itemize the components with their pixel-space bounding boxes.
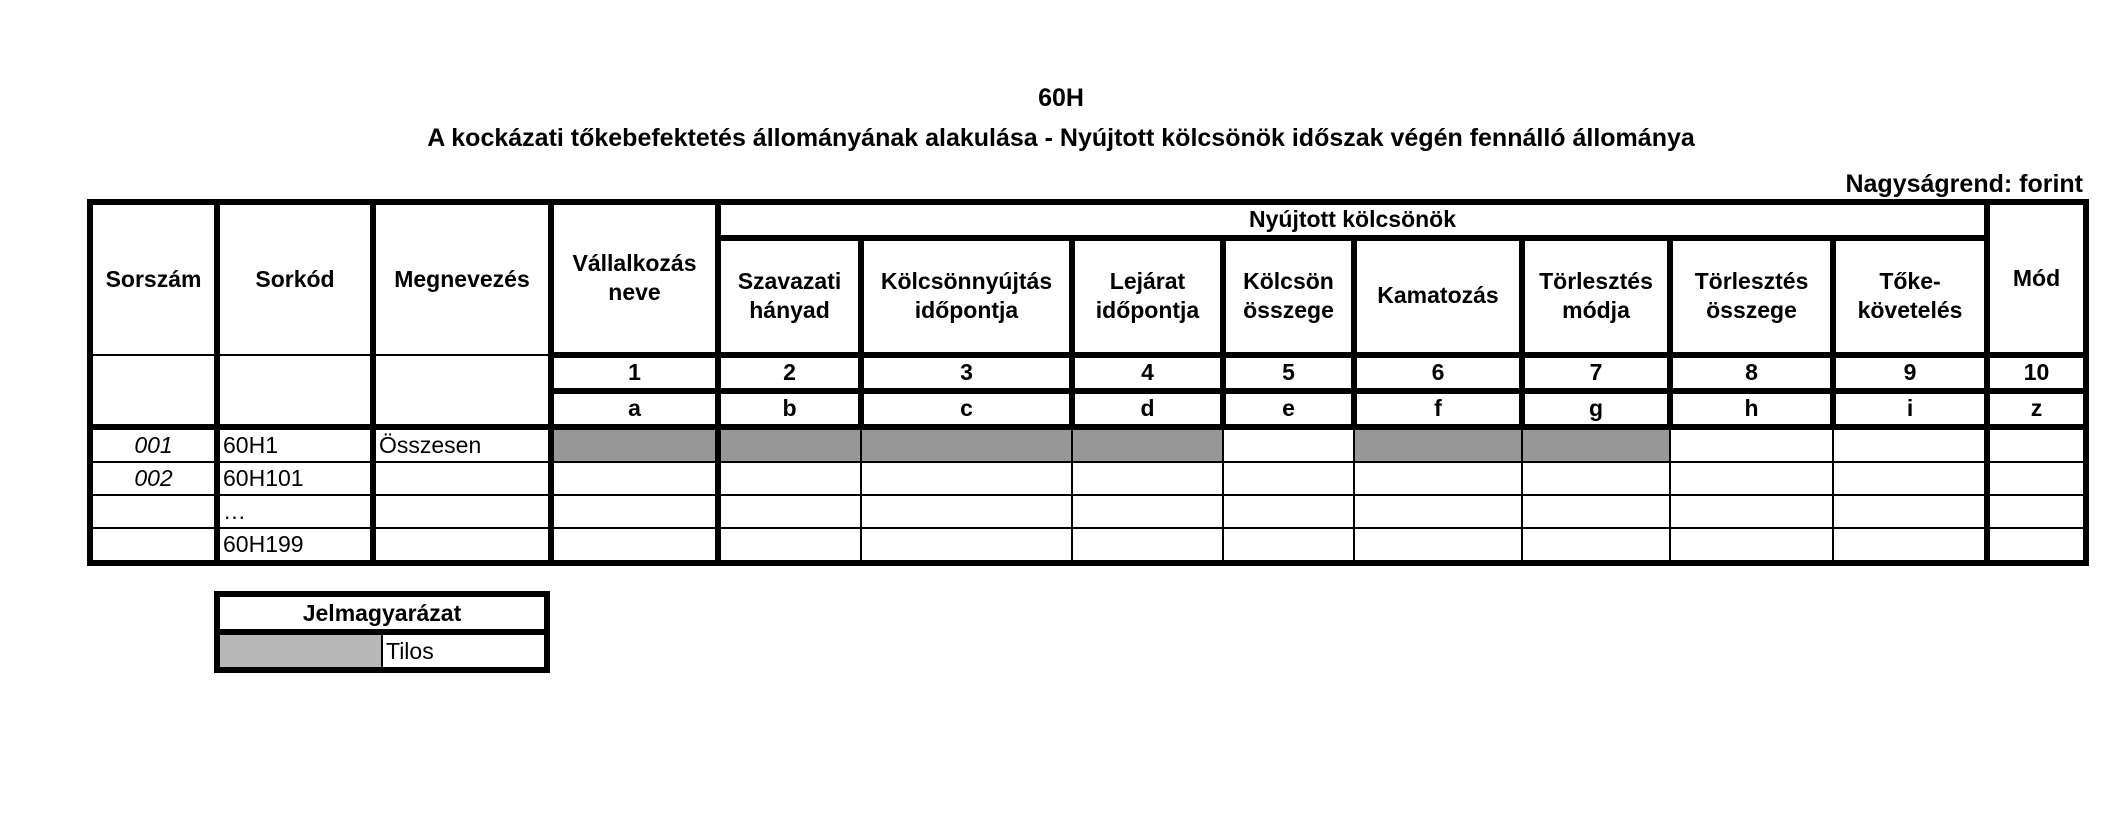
column-number: 6 (1354, 355, 1522, 391)
forbidden-cell (1072, 427, 1223, 462)
input-cell[interactable] (718, 528, 861, 563)
row-number (90, 528, 217, 563)
input-cell[interactable] (1670, 462, 1833, 495)
column-letter: i (1833, 391, 1987, 427)
header-col-2: Szavazati hányad (718, 238, 861, 355)
column-letter: f (1354, 391, 1522, 427)
forbidden-cell (861, 427, 1072, 462)
header-col-5: Kölcsön összege (1223, 238, 1354, 355)
form-code: 60H (1038, 84, 1084, 112)
header-col-8: Törlesztés összege (1670, 238, 1833, 355)
column-number: 7 (1522, 355, 1670, 391)
table-row (90, 495, 2086, 528)
column-number: 8 (1670, 355, 1833, 391)
forbidden-cell (1354, 427, 1522, 462)
input-cell[interactable] (1833, 528, 1987, 563)
column-number: 4 (1072, 355, 1223, 391)
input-cell[interactable] (551, 462, 718, 495)
header-spacer (217, 355, 373, 427)
column-letter: b (718, 391, 861, 427)
data-table (87, 199, 2089, 566)
input-cell[interactable] (1833, 495, 1987, 528)
input-cell[interactable] (1987, 427, 2086, 462)
column-number: 3 (861, 355, 1072, 391)
input-cell[interactable] (1987, 495, 2086, 528)
header-col-3: Kölcsönnyújtás időpontja (861, 238, 1072, 355)
row-name[interactable] (373, 462, 551, 495)
input-cell[interactable] (718, 495, 861, 528)
legend-label-forbidden: Tilos (382, 632, 547, 670)
table-row (90, 462, 2086, 495)
input-cell[interactable] (861, 495, 1072, 528)
magnitude-note: Nagyságrend: forint (1845, 170, 2083, 198)
header-sorszam: Sorszám (90, 202, 217, 355)
header-company-name: Vállalkozás neve (551, 202, 718, 355)
column-letter: g (1522, 391, 1670, 427)
column-number: 10 (1987, 355, 2086, 391)
column-letter: e (1223, 391, 1354, 427)
input-cell[interactable] (551, 495, 718, 528)
column-letter: z (1987, 391, 2086, 427)
row-code: 60H199 (217, 528, 373, 563)
column-letter: h (1670, 391, 1833, 427)
table-row (90, 528, 2086, 563)
header-col-6: Kamatozás (1354, 238, 1522, 355)
input-cell[interactable] (1072, 462, 1223, 495)
input-cell[interactable] (1354, 495, 1522, 528)
column-number: 1 (551, 355, 718, 391)
input-cell[interactable] (1223, 462, 1354, 495)
column-letter: a (551, 391, 718, 427)
header-megnevezes: Megnevezés (373, 202, 551, 355)
input-cell[interactable] (1670, 427, 1833, 462)
row-number: 002 (90, 462, 217, 495)
input-cell[interactable] (861, 462, 1072, 495)
input-cell[interactable] (1522, 528, 1670, 563)
column-letter: d (1072, 391, 1223, 427)
column-number: 2 (718, 355, 861, 391)
column-letter: c (861, 391, 1072, 427)
forbidden-cell (718, 427, 861, 462)
input-cell[interactable] (1522, 495, 1670, 528)
input-cell[interactable] (1223, 427, 1354, 462)
input-cell[interactable] (1833, 427, 1987, 462)
row-code: 60H101 (217, 462, 373, 495)
input-cell[interactable] (861, 528, 1072, 563)
input-cell[interactable] (1354, 528, 1522, 563)
row-code: … (217, 495, 373, 528)
legend-table (214, 591, 550, 673)
row-number (90, 495, 217, 528)
header-col-4: Lejárat időpontja (1072, 238, 1223, 355)
header-spacer (373, 355, 551, 427)
legend-swatch-forbidden (217, 632, 382, 670)
header-spacer (90, 355, 217, 427)
row-name[interactable] (373, 528, 551, 563)
input-cell[interactable] (1522, 462, 1670, 495)
forbidden-cell (551, 427, 718, 462)
input-cell[interactable] (1670, 495, 1833, 528)
input-cell[interactable] (1223, 495, 1354, 528)
header-group-loans: Nyújtott kölcsönök (718, 202, 1987, 238)
input-cell[interactable] (1987, 462, 2086, 495)
legend-title: Jelmagyarázat (217, 594, 547, 632)
table-row (90, 427, 2086, 462)
input-cell[interactable] (1072, 495, 1223, 528)
row-code: 60H1 (217, 427, 373, 462)
input-cell[interactable] (1987, 528, 2086, 563)
input-cell[interactable] (1833, 462, 1987, 495)
input-cell[interactable] (551, 528, 718, 563)
column-number: 9 (1833, 355, 1987, 391)
header-col-9: Tőke-követelés (1833, 238, 1987, 355)
forbidden-cell (1522, 427, 1670, 462)
header-sorkod: Sorkód (217, 202, 373, 355)
row-number: 001 (90, 427, 217, 462)
input-cell[interactable] (1670, 528, 1833, 563)
input-cell[interactable] (1354, 462, 1522, 495)
header-mod: Mód (1987, 202, 2086, 355)
row-name[interactable] (373, 495, 551, 528)
input-cell[interactable] (1072, 528, 1223, 563)
input-cell[interactable] (1223, 528, 1354, 563)
column-number: 5 (1223, 355, 1354, 391)
header-col-7: Törlesztés módja (1522, 238, 1670, 355)
row-name: Összesen (373, 427, 551, 462)
input-cell[interactable] (718, 462, 861, 495)
page-title: A kockázati tőkebefektetés állományának alakulása - Nyújtott kölcsönök időszak végén fennálló állománya (427, 124, 1695, 152)
